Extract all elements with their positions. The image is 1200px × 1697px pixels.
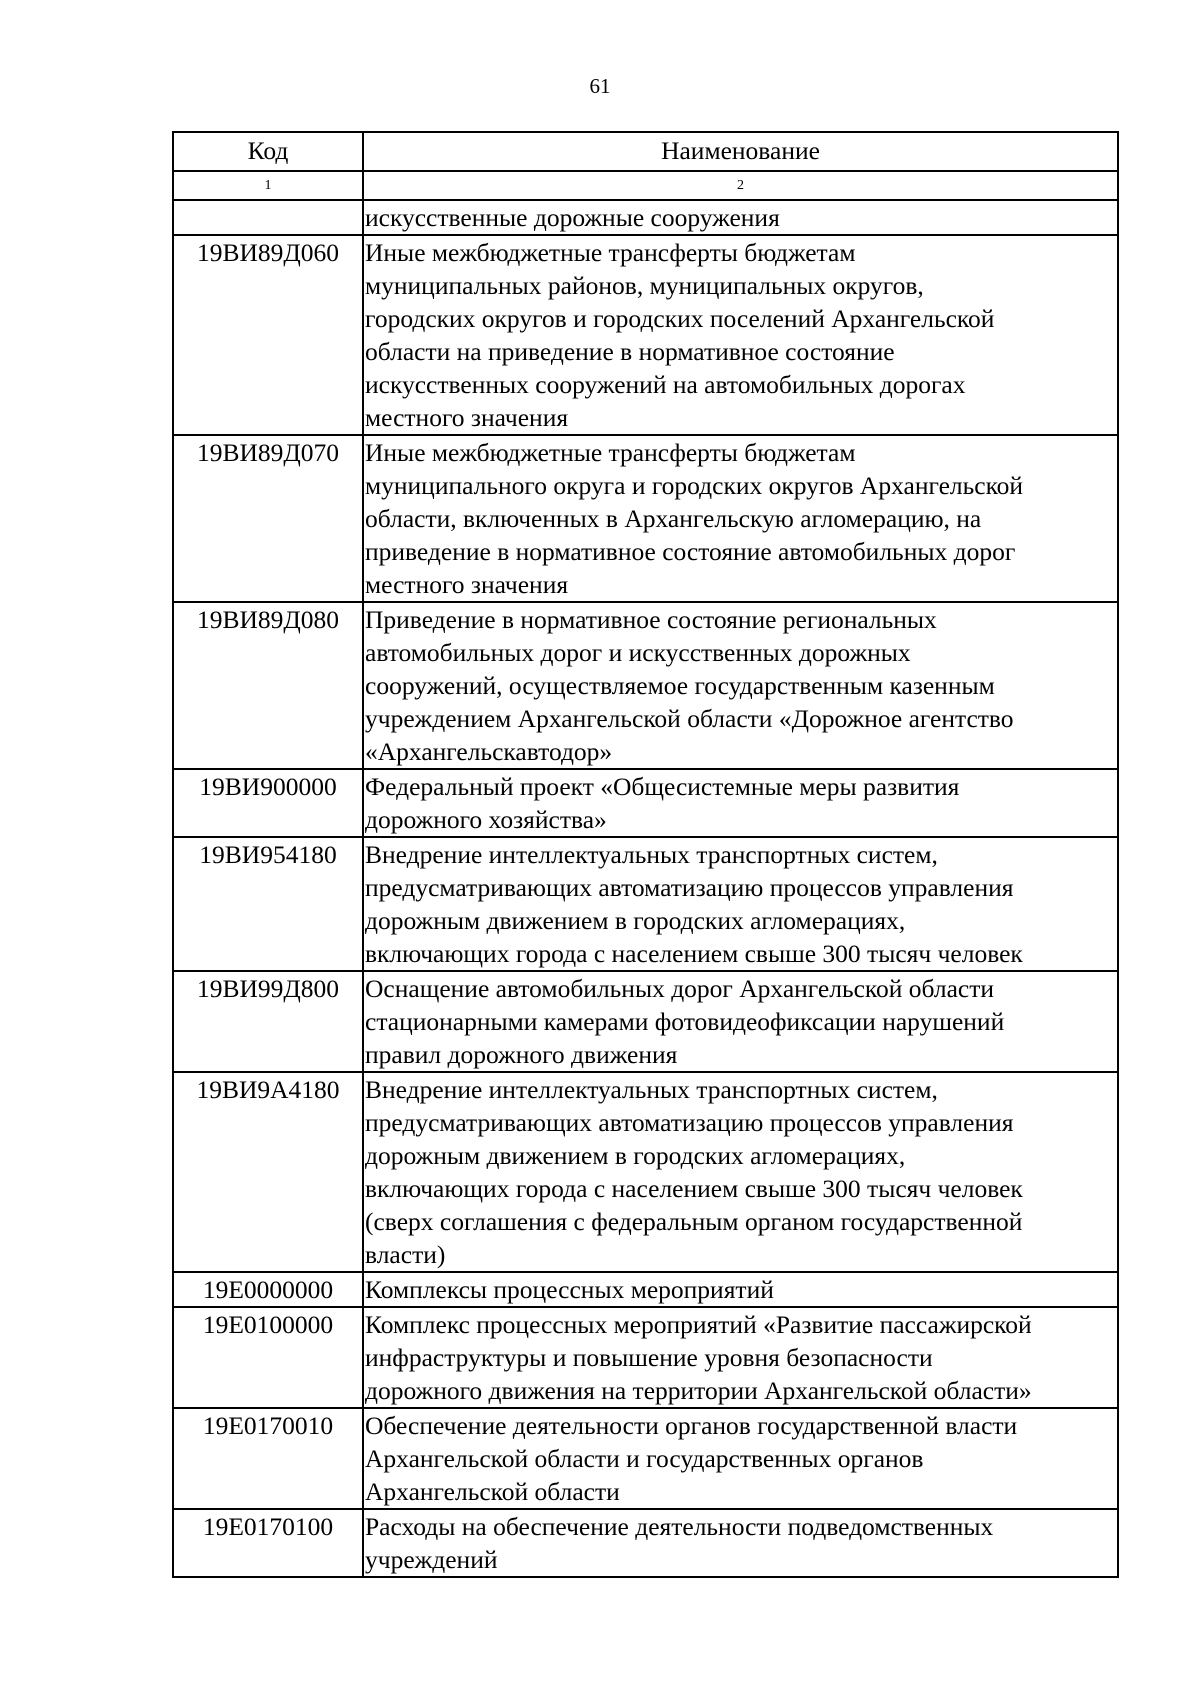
row-name-line: Комплекс процессных мероприятий «Развитие пассажирской <box>365 1310 1032 1339</box>
row-code: 19ВИ89Д070 <box>173 435 363 602</box>
table-row <box>173 1307 1118 1408</box>
row-name <box>363 235 1118 435</box>
row-name <box>363 1408 1118 1509</box>
row-name-line: учреждений <box>365 1545 498 1574</box>
table-body <box>173 200 1118 1577</box>
table-row <box>173 1509 1118 1577</box>
row-code: 19ВИ9А4180 <box>173 1072 363 1272</box>
row-name-line: Архангельской области и государственных органов <box>365 1444 924 1473</box>
row-name-line: Внедрение интеллектуальных транспортных систем, <box>365 840 938 869</box>
row-code <box>173 200 363 235</box>
row-name-line: «Архангельскавтодор» <box>365 737 613 766</box>
table-row <box>173 235 1118 435</box>
row-code: 19ВИ89Д080 <box>173 602 363 769</box>
row-name-line: предусматривающих автоматизацию процессов управления <box>365 873 1014 902</box>
row-name-line: Приведение в нормативное состояние региональных <box>365 605 937 634</box>
row-code: 19ВИ954180 <box>173 837 363 971</box>
row-name-line: местного значения <box>365 403 569 432</box>
header-code: Код <box>173 132 363 171</box>
table-row <box>173 769 1118 837</box>
table-row <box>173 837 1118 971</box>
row-name <box>363 435 1118 602</box>
row-code: 19Е0000000 <box>173 1272 363 1307</box>
row-code: 19Е0170010 <box>173 1408 363 1509</box>
row-name-line: искусственных сооружений на автомобильных дорогах <box>365 370 966 399</box>
table-row <box>173 602 1118 769</box>
row-name-line: Иные межбюджетные трансферты бюджетам <box>365 238 856 267</box>
row-name-line: области, включенных в Архангельскую агломерацию, на <box>365 504 982 533</box>
header-row <box>173 132 1118 171</box>
table-row <box>173 200 1118 235</box>
row-name-line: муниципального округа и городских округов Архангельской <box>365 471 1024 500</box>
row-name-line: сооружений, осуществляемое государственным казенным <box>365 671 995 700</box>
row-name <box>363 1307 1118 1408</box>
table-row <box>173 971 1118 1072</box>
row-name-line: включающих города с населением свыше 300 тысяч человек <box>365 1174 1023 1203</box>
row-name-line: предусматривающих автоматизацию процессов управления <box>365 1108 1014 1137</box>
page-number: 61 <box>589 74 611 98</box>
row-name-line: (сверх соглашения с федеральным органом государственной <box>365 1207 1023 1236</box>
row-name-line: приведение в нормативное состояние автомобильных дорог <box>365 537 1016 566</box>
budget-classification-table <box>172 131 1119 1578</box>
row-name-line: автомобильных дорог и искусственных дорожных <box>365 638 911 667</box>
row-name-line: дорожным движением в городских агломерациях, <box>365 906 906 935</box>
row-name <box>363 837 1118 971</box>
row-name <box>363 200 1118 235</box>
row-code: 19ВИ900000 <box>173 769 363 837</box>
column-number-code: 1 <box>173 171 363 200</box>
row-code: 19Е0100000 <box>173 1307 363 1408</box>
row-name-line: городских округов и городских поселений Архангельской <box>365 304 995 333</box>
row-code: 19ВИ89Д060 <box>173 235 363 435</box>
row-name-line: Обеспечение деятельности органов государственной власти <box>365 1411 1018 1440</box>
row-name <box>363 602 1118 769</box>
row-name-line: дорожного движения на территории Архангельской области» <box>365 1376 1032 1405</box>
row-name-line: дорожного хозяйства» <box>365 805 607 834</box>
row-name-line: инфраструктуры и повышение уровня безопасности <box>365 1343 933 1372</box>
row-name <box>363 971 1118 1072</box>
row-code: 19ВИ99Д800 <box>173 971 363 1072</box>
row-name-line: муниципальных районов, муниципальных округов, <box>365 271 924 300</box>
row-name-line: Иные межбюджетные трансферты бюджетам <box>365 438 856 467</box>
table-row <box>173 435 1118 602</box>
row-name-line: дорожным движением в городских агломерациях, <box>365 1141 906 1170</box>
row-name-line: области на приведение в нормативное состояние <box>365 337 895 366</box>
row-name-line: искусственные дорожные сооружения <box>365 203 780 232</box>
row-name <box>363 1272 1118 1307</box>
row-name-line: Оснащение автомобильных дорог Архангельской области <box>365 974 995 1003</box>
row-name-line: Федеральный проект «Общесистемные меры развития <box>365 772 960 801</box>
row-name-line: включающих города с населением свыше 300 тысяч человек <box>365 939 1023 968</box>
row-name <box>363 769 1118 837</box>
row-name-line: стационарными камерами фотовидеофиксации нарушений <box>365 1007 1005 1036</box>
row-name-line: Расходы на обеспечение деятельности подведомственных <box>365 1512 994 1541</box>
header-name: Наименование <box>363 132 1118 171</box>
row-name-line: учреждением Архангельской области «Дорожное агентство <box>365 704 1014 733</box>
row-name-line: правил дорожного движения <box>365 1040 678 1069</box>
row-name-line: Внедрение интеллектуальных транспортных систем, <box>365 1075 938 1104</box>
row-name <box>363 1072 1118 1272</box>
table-row <box>173 1072 1118 1272</box>
row-name-line: Архангельской области <box>365 1477 620 1506</box>
table-row <box>173 1272 1118 1307</box>
row-code: 19Е0170100 <box>173 1509 363 1577</box>
row-name-line: местного значения <box>365 570 569 599</box>
column-number-name: 2 <box>363 171 1118 200</box>
row-name-line: Комплексы процессных мероприятий <box>365 1275 774 1304</box>
table-row <box>173 1408 1118 1509</box>
column-number-row <box>173 171 1118 200</box>
row-name <box>363 1509 1118 1577</box>
row-name-line: власти) <box>365 1240 446 1269</box>
